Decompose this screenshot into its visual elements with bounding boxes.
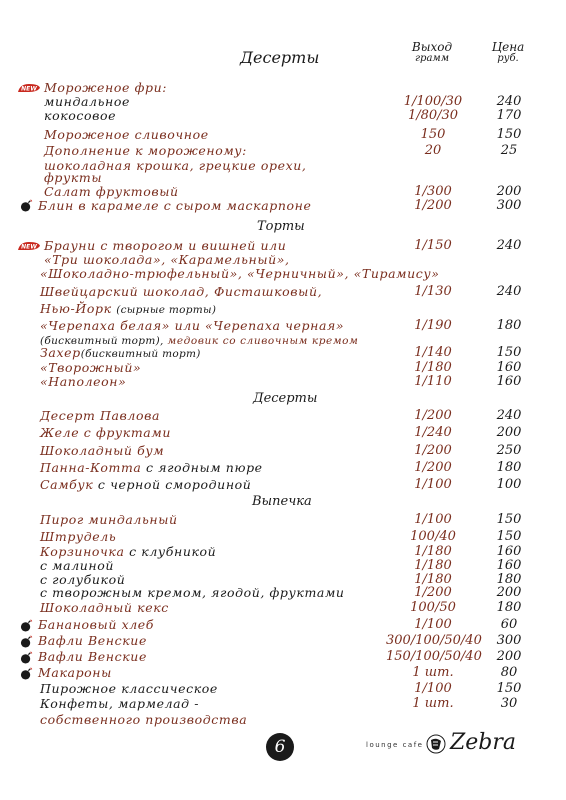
new-badge-icon [17, 83, 41, 93]
column-header-price: Цена руб. [491, 40, 525, 64]
bomb-icon [20, 635, 33, 648]
column-header-output: Выход грамм [411, 40, 453, 64]
page-number: 6 [266, 733, 294, 761]
section-title-bakery: Выпечка [252, 494, 312, 509]
menu-page: Десерты Выход грамм Цена руб. NEW Мороженое фри: миндальное 1/100/30 240 кокосовое 1/80/30 170 Мороженое сливочное 150 150 Дополнение к мороженому: 20 25 шоколадная крошка, грецкие орехи, фрукты Салат фруктовый 1/300 200 Блин в карамеле с сыром маскарпоне 1/200 300 Торты NEW Брауни с творогом и вишней или 1/150 240 «Три шоколада», «Карамельный», «Шоколадно-трюфельный», «Черничный», «Тирамису» Швейцарский шоколад, Фисташковый, 1/130 240 Нью-Йорк (сырные торты) «Черепаха белая» или «Черепаха черная» 1/190 180 (бисквитный торт), медовик со сливочным кремом Захер(бисквитный торт) 1/140 150 «Творожный» 1/180 160 «Наполеон» 1/110 160 Десерты Десерт Павлова 1/200 240 Желе с фруктами 1/240 200 Шоколадный бум 1/200 250 Панна-Котта с ягодным пюре 1/200 180 Самбук с черной смородиной 1/100 100 Выпечка Пирог миндальный 1/100 150 Штрудель 100/40 150 Корзиночка с клубникой 1/180 160 с малиной 1/180 160 с голубикой 1/180 180 с творожным кремом, ягодой, фруктами 1/200 200 Шоколадный кекс 100/50 180 Банановый хлеб 1/100 60 Вафли Венские 300/100/50/40 300 Вафли Венские 150/100/50/40 200 Макароны 1 шт. 80 Пирожное классическое 1/100 150 Конфеты, мармелад - 1 шт. 30 собственного производства 6 lounge cafe Zebra [0, 0, 566, 800]
bomb-icon [20, 667, 33, 680]
svg-text:NEW: NEW [21, 243, 37, 251]
section-title-desserts: Десерты [253, 391, 318, 406]
page-title: Десерты [240, 48, 320, 67]
bomb-icon [20, 199, 33, 212]
new-badge-icon [17, 241, 41, 251]
bomb-icon [20, 651, 33, 664]
lounge-cafe-label: lounge cafe [366, 741, 424, 749]
section-title-cakes: Торты [257, 219, 305, 234]
svg-text:NEW: NEW [21, 85, 37, 93]
brand-logo: Zebra [450, 730, 517, 755]
bomb-icon [20, 619, 33, 632]
zebra-logo-icon [425, 733, 447, 755]
